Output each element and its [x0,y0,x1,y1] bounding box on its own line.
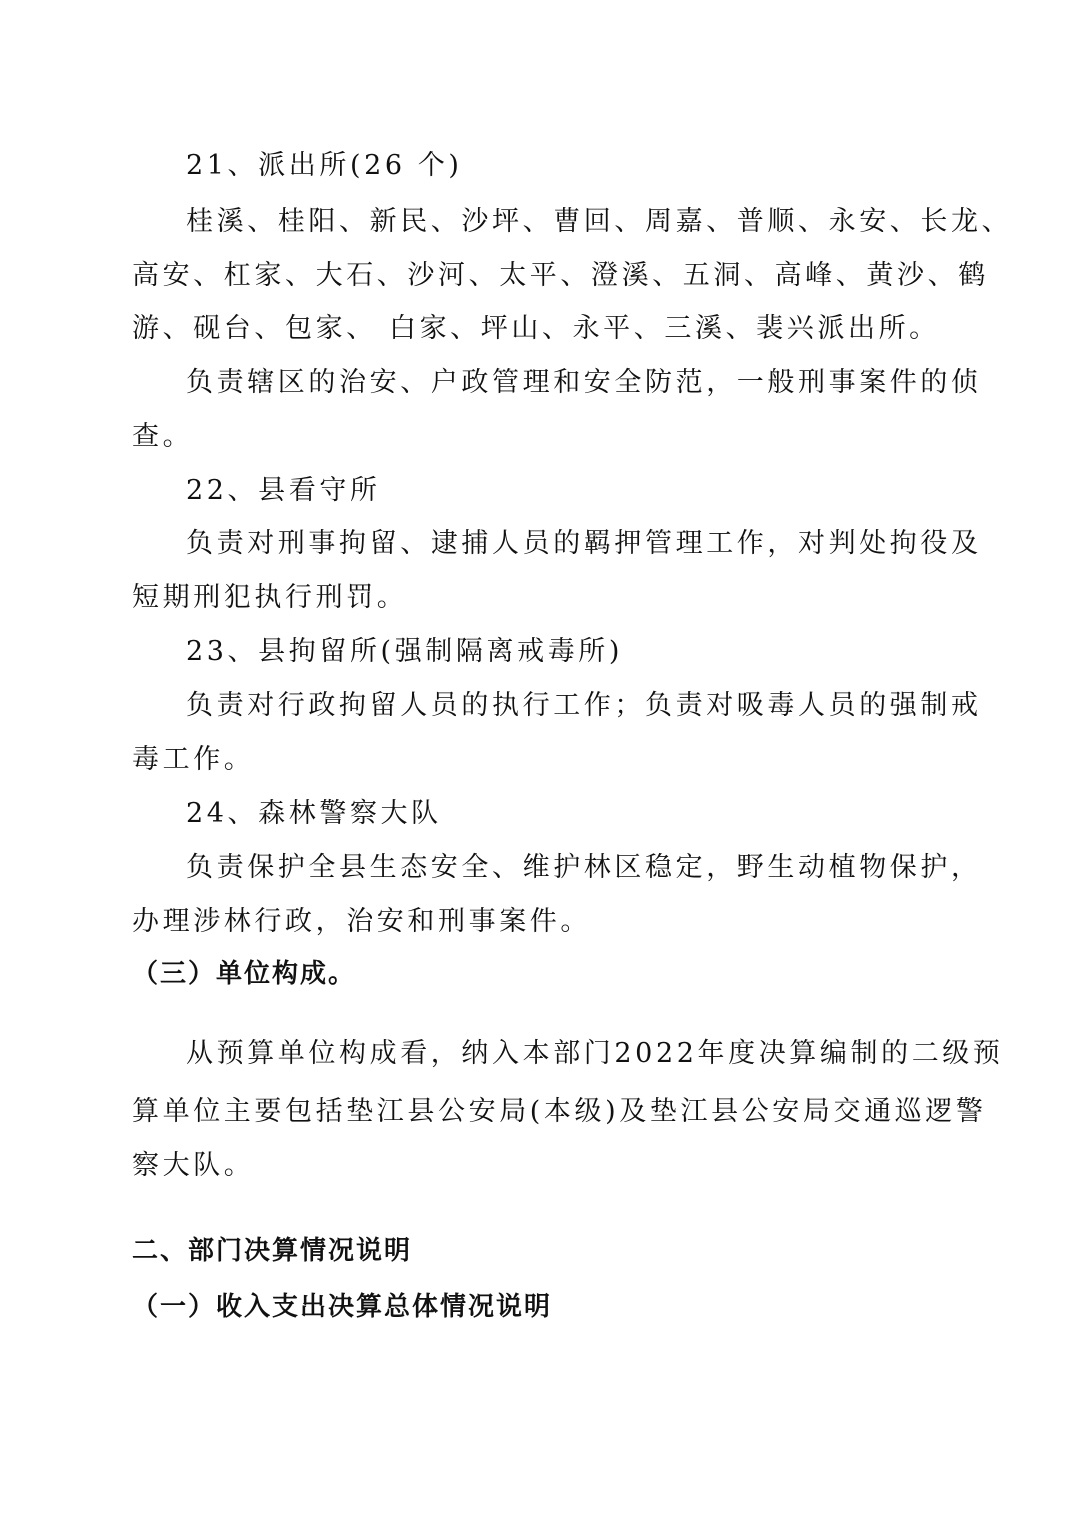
unit-composition-heading: （三）单位构成。 [132,959,357,989]
part-2-subheading-1: （一）收入支出决算总体情况说明 [132,1292,553,1322]
section-22-duty-line-2: 短期刑犯执行刑罚。 [132,582,408,613]
section-23-duty-line-1: 负责对行政拘留人员的执行工作；负责对吸毒人员的强制戒 [186,690,982,721]
part-2-heading: 二、部门决算情况说明 [132,1236,413,1266]
unit-composition-line-3: 察大队。 [132,1150,255,1181]
section-21-heading: 21、派出所(26 个) [186,150,463,181]
section-22-duty-line-1: 负责对刑事拘留、逮捕人员的羁押管理工作，对判处拘役及 [186,528,982,559]
section-23-heading: 23、县拘留所(强制隔离戒毒所) [186,636,624,667]
section-24-duty-line-1: 负责保护全县生态安全、维护林区稳定，野生动植物保护， [186,852,982,883]
section-21-duty-line-2: 查。 [132,421,194,452]
section-24-duty-line-2: 办理涉林行政，治安和刑事案件。 [132,906,591,937]
section-22-heading: 22、县看守所 [186,475,381,506]
section-23-duty-line-2: 毒工作。 [132,744,255,775]
section-21-stations-line-2: 高安、杠家、大石、沙河、太平、澄溪、五洞、高峰、黄沙、鹤 [132,260,989,291]
section-21-stations-line-3: 游、砚台、包家、 白家、坪山、永平、三溪、裴兴派出所。 [132,313,940,344]
unit-composition-line-1: 从预算单位构成看，纳入本部门2022年度决算编制的二级预 [186,1038,1004,1069]
section-21-stations-line-1: 桂溪、桂阳、新民、沙坪、曹回、周嘉、普顺、永安、长龙、 [186,206,1013,237]
section-21-duty-line-1: 负责辖区的治安、户政管理和安全防范，一般刑事案件的侦 [186,367,982,398]
section-24-heading: 24、森林警察大队 [186,798,442,829]
unit-composition-line-2: 算单位主要包括垫江县公安局(本级)及垫江县公安局交通巡逻警 [132,1096,987,1127]
